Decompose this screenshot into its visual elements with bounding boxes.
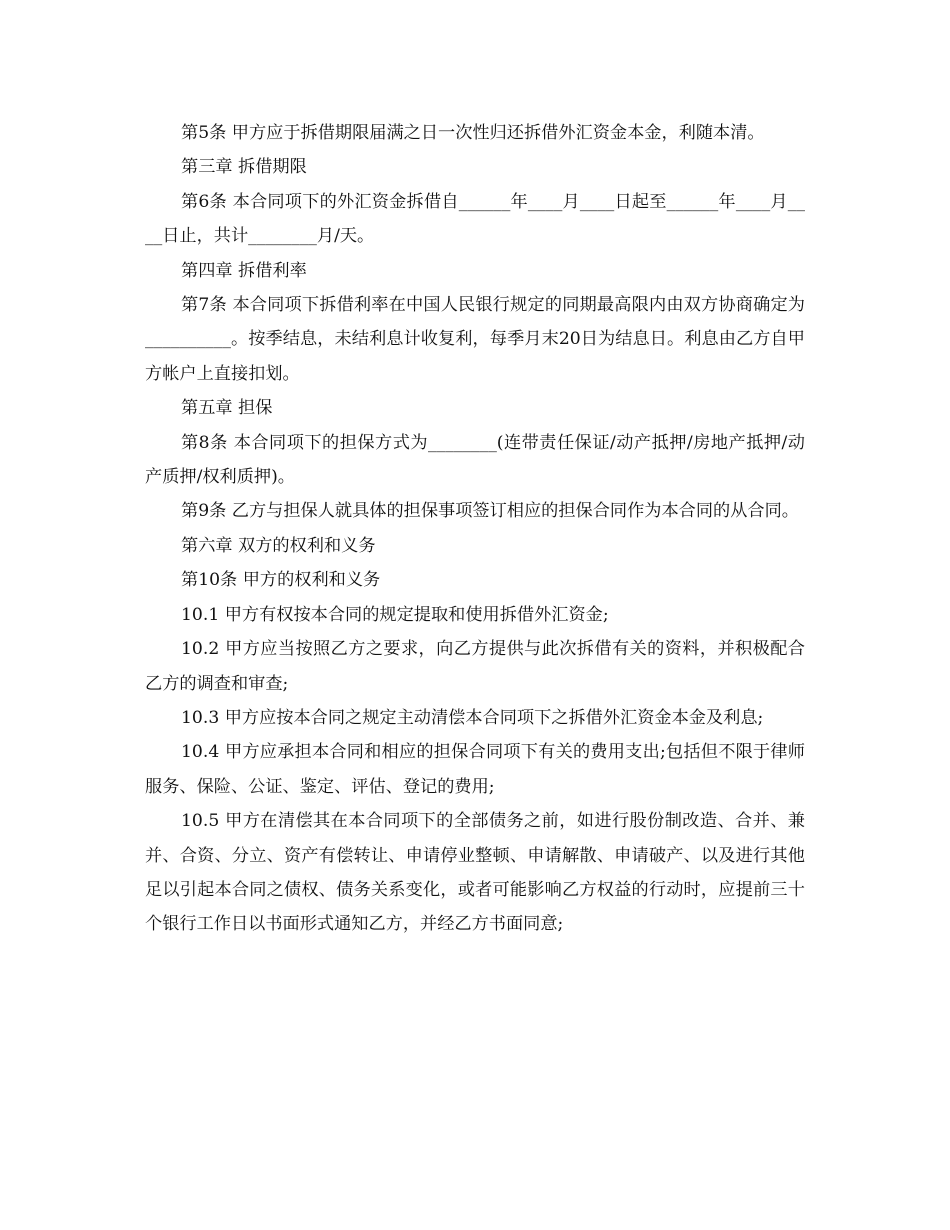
clause-10-1: 10.1 甲方有权按本合同的规定提取和使用拆借外汇资金; [181,604,609,625]
article-10-heading: 第10条 甲方的权利和义务 [181,570,381,591]
clause-10-5: 10.5 甲方在清偿其在本合同项下的全部债务之前，如进行股份制改造、合并、兼并、合资、分立、资产有偿转让、申请停业整顿、申请解散、申请破产、以及进行其他足以引起本合同之债权、债务关系变化，或者可能影响乙方权益的行动时，应提前三十个银行工作日以书面形式通知乙方，并经乙方书面同意; [145,811,805,935]
chapter-5-heading: 第五章 担保 [181,398,273,419]
chapter-3-heading: 第三章 拆借期限 [181,157,307,178]
article-6-paragraph: 第6条 本合同项下的外汇资金拆借自______年____月____日起至______年____月____日止，共计________月/天。 [145,191,805,247]
chapter-4-heading: 第四章 拆借利率 [181,260,307,281]
clause-10-3: 10.3 甲方应按本合同之规定主动清偿本合同项下之拆借外汇资金本金及利息; [181,707,764,728]
chapter-6-heading: 第六章 双方的权利和义务 [181,535,376,556]
clause-10-2: 10.2 甲方应当按照乙方之要求，向乙方提供与此次拆借有关的资料，并积极配合乙方的调查和审查; [145,639,805,694]
clause-10-4: 10.4 甲方应承担本合同和相应的担保合同项下有关的费用支出;包括但不限于律师服务、保险、公证、鉴定、评估、登记的费用; [145,742,805,797]
document-page [145,116,805,942]
article-7-paragraph: 第7条 本合同项下拆借利率在中国人民银行规定的同期最高限内由双方协商确定为__________。按季结息，未结利息计收复利，每季月末20日为结息日。利息由乙方自甲方帐户上直接扣划。 [145,295,805,384]
article-8-paragraph: 第8条 本合同项下的担保方式为________(连带责任保证/动产抵押/房地产抵押/动产质押/权利质押)。 [145,432,805,488]
article-9-paragraph: 第9条 乙方与担保人就具体的担保事项签订相应的担保合同作为本合同的从合同。 [181,501,799,522]
article-5-paragraph: 第5条 甲方应于拆借期限届满之日一次性归还拆借外汇资金本金，利随本清。 [181,123,765,143]
